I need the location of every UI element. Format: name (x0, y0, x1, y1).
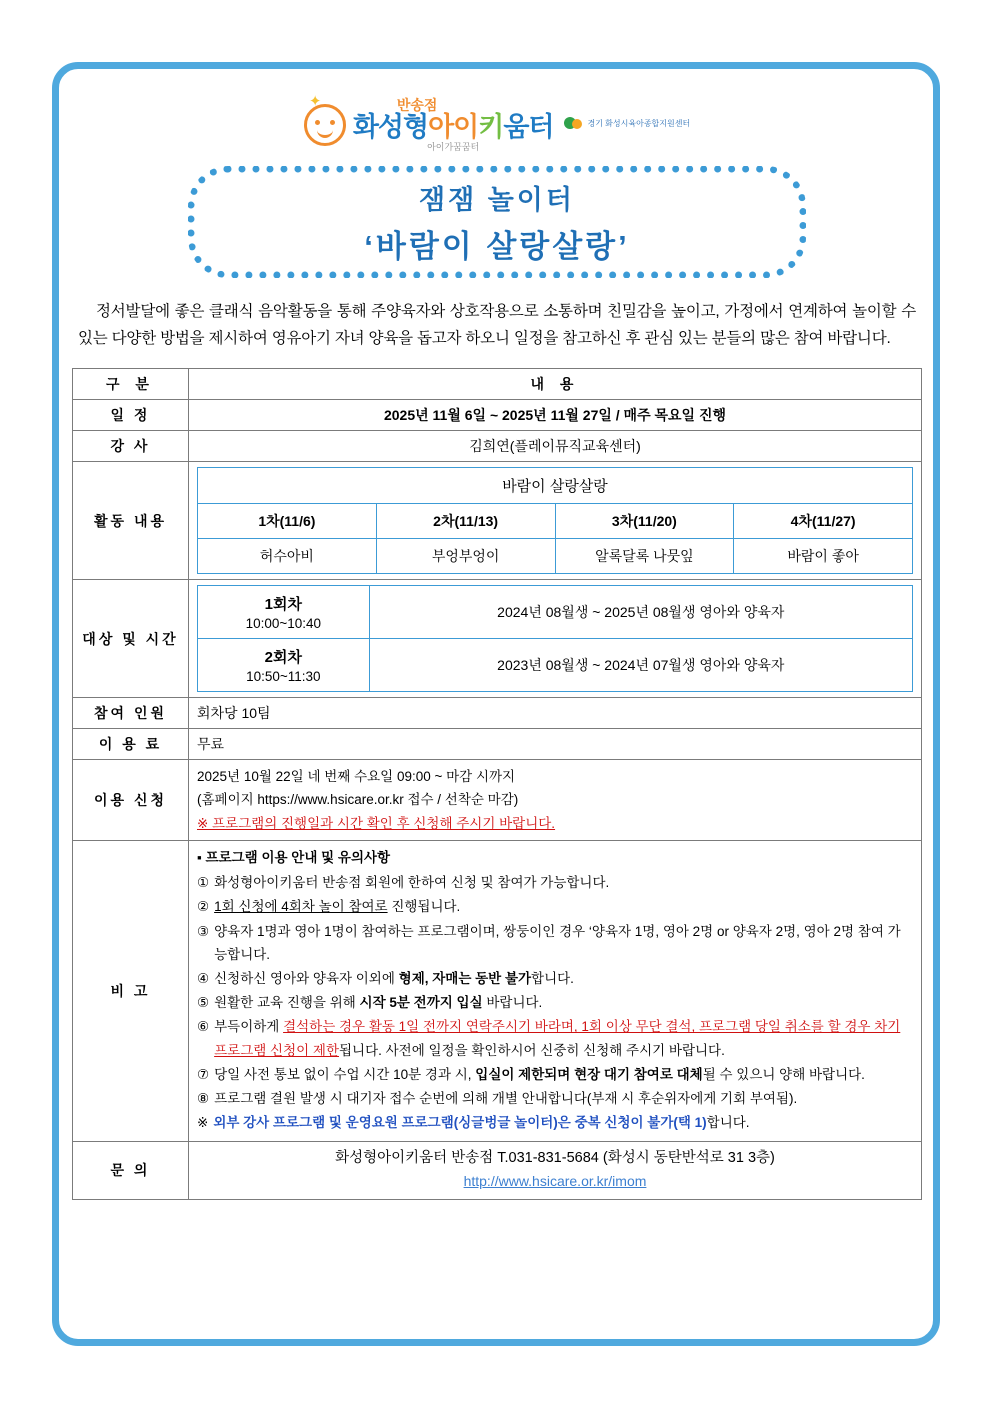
round-1-label: 1회차 (198, 586, 370, 616)
table-row (198, 586, 913, 616)
activity-session-1: 1차(11/6) (198, 504, 377, 539)
row-value-contact (189, 1141, 922, 1199)
intro-paragraph: 정서발달에 좋은 클래식 음악활동을 통해 주양육자와 상호작용으로 소통하며 친밀감을 높이고, 가정에서 연계하여 놀이할 수 있는 다양한 방법을 제시하여 영유아기 자녀 양육을 돕고자 하오니 일정을 참고하신 후 관심 있는 분들의 많은 참여 바랍니다. (78, 303, 916, 348)
note-number: ※ (197, 1115, 209, 1131)
table-row (198, 468, 913, 504)
partner-logo (564, 116, 691, 130)
row-value-teacher: 김희연(플레이뮤직교육센터) (189, 431, 922, 462)
table-row (73, 400, 922, 431)
note-tail: 될 수 있으니 양해 바랍니다. (702, 1066, 865, 1082)
table-row (198, 639, 913, 669)
row-label-fee: 이 용 료 (73, 729, 189, 760)
note-number: ⑤ (197, 995, 210, 1011)
row-value-activity (189, 462, 922, 580)
list-item (197, 1015, 913, 1061)
row-value-apply (189, 760, 922, 841)
apply-line-2: (홈페이지 https://www.hsicare.or.kr 접수 / 선착순 마감) (197, 792, 519, 808)
note-head: 당일 사전 통보 없이 수업 시간 10분 경과 시, (214, 1066, 476, 1082)
note-number: ⑦ (197, 1066, 210, 1082)
logo-header (72, 90, 922, 152)
program-info-table (72, 368, 922, 1200)
note-text: 양육자 1명과 영아 1명이 참여하는 프로그램이며, 쌍둥이인 경우 ‘양육자 1명, 영아 2명 or 양육자 2명, 영아 2명 참여 가능합니다. (214, 923, 901, 962)
activity-name-4: 바람이 좋아 (734, 539, 913, 574)
note-number: ⑧ (197, 1091, 210, 1107)
round-2-label: 2회차 (198, 639, 370, 669)
logo-tagline: 아이가꿈꿈터 (427, 142, 480, 152)
table-row (73, 431, 922, 462)
row-value-target-time (189, 580, 922, 698)
logo-name-part2: 아이 (428, 112, 479, 142)
note-head: 부득이하게 (214, 1019, 284, 1035)
table-row (73, 1141, 922, 1199)
list-item (197, 1087, 913, 1110)
round-1-target: 2024년 08월생 ~ 2025년 08월생 영아와 양육자 (369, 586, 912, 639)
note-emphasis: 입실이 제한되며 현장 대기 참여로 대체 (475, 1066, 703, 1082)
contact-website-link[interactable]: http://www.hsicare.or.kr/imom (463, 1172, 647, 1189)
note-text (214, 1063, 913, 1086)
table-row (73, 698, 922, 729)
row-value-fee: 무료 (189, 729, 922, 760)
notes-title: ▪ 프로그램 이용 안내 및 유의사항 (197, 849, 391, 865)
list-item (197, 895, 913, 918)
logo-name-part3: 키 (478, 112, 504, 142)
note-underlined: 1회 신청에 4회차 놀이 참여로 (214, 899, 388, 915)
note-warning: 결석하는 경우 활동 1일 전까지 연락주시기 바라며, 1회 이상 무단 결석, 프로그램 당일 취소를 할 경우 차기 프로그램 신청이 제한 (214, 1019, 901, 1058)
row-label-notes: 비 고 (73, 840, 189, 1141)
contact-line-1: 화성형아이키움터 반송점 T.031-831-5684 (화성시 동탄반석로 31 3층) (335, 1149, 775, 1166)
round-1-time: 10:00~10:40 (198, 615, 370, 639)
table-row (198, 504, 913, 539)
row-label-target-time: 대상 및 시간 (73, 580, 189, 698)
smiley-face-icon (304, 93, 346, 146)
list-item (197, 967, 913, 990)
note-tail: 진행됩니다. (387, 899, 461, 915)
logo-name-part4: 움터 (503, 112, 554, 142)
poster-content (72, 80, 922, 1200)
note-emphasis: 형제, 자매는 동반 불가 (398, 971, 532, 986)
round-2-time: 10:50~11:30 (198, 668, 370, 692)
note-emphasis: 시작 5분 전까지 입실 (359, 995, 483, 1011)
activity-title: 바람이 살랑살랑 (198, 468, 913, 504)
table-row (73, 760, 922, 841)
table-row (73, 580, 922, 698)
note-text (214, 895, 913, 918)
row-value-notes (189, 840, 922, 1141)
activity-session-2: 2차(11/13) (376, 504, 555, 539)
table-row (73, 840, 922, 1141)
round-2-target: 2023년 08월생 ~ 2024년 07월생 영아와 양육자 (369, 639, 912, 692)
table-row (73, 729, 922, 760)
note-number: ⑥ (197, 1019, 210, 1035)
note-head: 신청하신 영아와 양육자 이외에 (214, 971, 399, 986)
note-text (214, 967, 913, 990)
activity-name-1: 허수아비 (198, 539, 377, 574)
title-line-1: 잼잼 놀이터 (419, 185, 575, 215)
table-header-division: 구 분 (73, 369, 189, 400)
logo-branch-label: 반송점 (396, 97, 438, 113)
note-number: ④ (197, 971, 210, 986)
table-row (198, 539, 913, 574)
apply-line-3-warning: ※ 프로그램의 진행일과 시간 확인 후 신청해 주시기 바랍니다. (197, 815, 556, 831)
row-label-activity: 활동 내용 (73, 462, 189, 580)
activity-name-2: 부엉부엉이 (376, 539, 555, 574)
table-header-content: 내 용 (189, 369, 922, 400)
note-text: 프로그램 결원 발생 시 대기자 접수 순번에 의해 개별 안내합니다(부재 시 후순위자에게 기회 부여됨). (214, 1091, 798, 1107)
list-item (197, 1111, 913, 1134)
row-value-schedule: 2025년 11월 6일 ~ 2025년 11월 27일 / 매주 목요일 진행 (189, 400, 922, 431)
activity-detail-table (197, 467, 913, 574)
note-text (213, 1111, 913, 1134)
note-text (214, 1015, 913, 1061)
row-label-contact: 문 의 (73, 1141, 189, 1199)
brand-logo (304, 93, 554, 152)
note-number: ② (197, 899, 210, 915)
activity-name-3: 알록달록 나뭇잎 (555, 539, 734, 574)
note-highlight: 외부 강사 프로그램 및 운영요원 프로그램(싱글벙글 놀이터)은 중복 신청이 불가(택 1) (213, 1115, 707, 1131)
row-label-apply: 이용 신청 (73, 760, 189, 841)
note-head: 원활한 교육 진행을 위해 (214, 995, 360, 1011)
row-label-schedule: 일 정 (73, 400, 189, 431)
note-text (214, 991, 913, 1014)
apply-line-1: 2025년 10월 22일 네 번째 수요일 09:00 ~ 마감 시까지 (197, 769, 516, 785)
partner-logo-label: 경기 화성시육아종합지원센터 (587, 118, 691, 128)
row-label-teacher: 강 사 (73, 431, 189, 462)
logo-name-part1: 화성형 (352, 112, 429, 142)
list-item (197, 920, 913, 966)
list-item (197, 871, 913, 894)
activity-session-4: 4차(11/27) (734, 504, 913, 539)
poster-title-box (188, 166, 806, 278)
star-icon: ✦ (308, 93, 322, 110)
note-text: 화성형아이키움터 반송점 회원에 한하여 신청 및 참여가 가능합니다. (214, 875, 610, 891)
title-line-2: ‘바람이 살랑살랑’ (364, 229, 630, 264)
note-tail: 합니다. (706, 1115, 750, 1131)
list-item (197, 1063, 913, 1086)
activity-session-3: 3차(11/20) (555, 504, 734, 539)
table-row (73, 369, 922, 400)
row-label-capacity: 참여 인원 (73, 698, 189, 729)
note-tail: 합니다. (531, 971, 574, 986)
note-tail: 바랍니다. (482, 995, 543, 1011)
partner-mark-icon (564, 116, 584, 130)
list-item (197, 991, 913, 1014)
logo-brand-name (353, 114, 554, 141)
note-number: ③ (197, 923, 210, 939)
target-time-table (197, 585, 913, 692)
note-number: ① (197, 875, 210, 891)
note-tail: 됩니다. 사전에 일정을 확인하시어 신중히 신청해 주시기 바랍니다. (338, 1042, 725, 1058)
table-row (73, 462, 922, 580)
row-value-capacity: 회차당 10팀 (189, 698, 922, 729)
